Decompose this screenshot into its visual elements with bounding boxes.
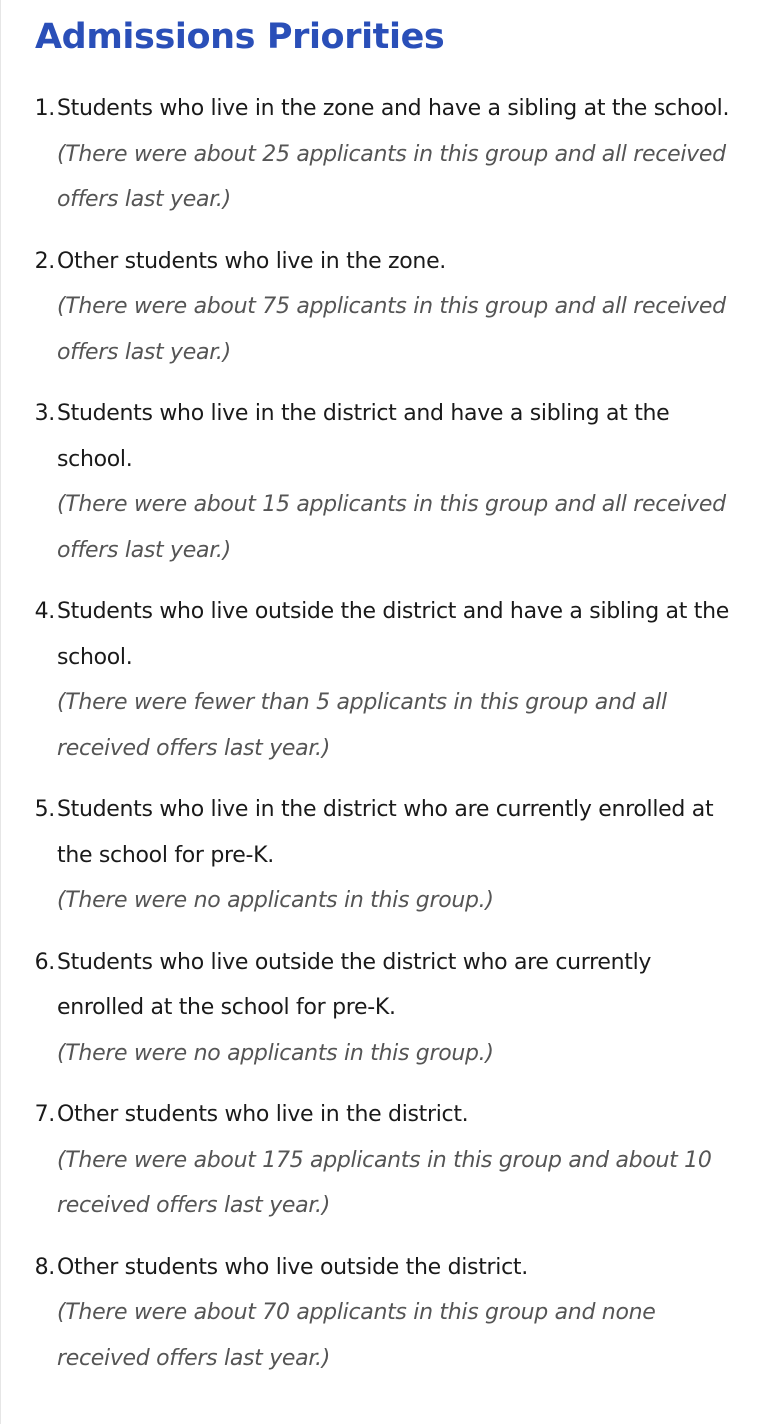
priority-item-3 bbox=[35, 391, 734, 573]
priority-item-5 bbox=[35, 787, 734, 924]
priority-note: (There were no applicants in this group.) bbox=[57, 888, 494, 913]
priority-number: 1. bbox=[34, 96, 55, 121]
priority-number: 8. bbox=[34, 1254, 55, 1280]
admissions-priorities-section bbox=[1, 0, 764, 1381]
priority-number: 2. bbox=[34, 248, 55, 274]
priority-number: 4. bbox=[34, 599, 55, 624]
priority-number: 7. bbox=[34, 1102, 55, 1127]
priority-number: 5. bbox=[34, 797, 55, 822]
section-title: Admissions Priorities bbox=[35, 17, 445, 57]
priority-number: 3. bbox=[34, 401, 55, 426]
priority-note: (There were fewer than 5 applicants in this group and all received offers last year.) bbox=[57, 690, 667, 761]
priority-note: (There were about 25 applicants in this group and all received offers last year.) bbox=[57, 141, 726, 212]
priority-note: (There were about 175 applicants in this group and about 10 received offers last year.) bbox=[57, 1147, 712, 1218]
priority-item-7 bbox=[35, 1092, 734, 1229]
priority-text: Other students who live in the district. bbox=[57, 1102, 469, 1127]
priority-note: (There were no applicants in this group.) bbox=[57, 1040, 494, 1066]
priority-item-8 bbox=[35, 1245, 734, 1382]
priority-note: (There were about 70 applicants in this group and none received offers last year.) bbox=[57, 1300, 656, 1371]
priority-text: Other students who live outside the district. bbox=[57, 1254, 528, 1280]
priority-number: 6. bbox=[34, 949, 55, 975]
priority-item-2 bbox=[35, 239, 734, 376]
priority-text: Students who live in the zone and have a sibling at the school. bbox=[57, 96, 730, 121]
priority-note: (There were about 75 applicants in this group and all received offers last year.) bbox=[57, 294, 726, 365]
priority-text: Students who live in the district who are currently enrolled at the school for pre-K. bbox=[57, 797, 714, 868]
priority-list bbox=[35, 86, 734, 1381]
priority-item-1 bbox=[35, 86, 734, 223]
priority-item-6 bbox=[35, 940, 734, 1077]
priority-text: Students who live outside the district who are currently enrolled at the school for pre-K. bbox=[57, 949, 652, 1020]
priority-item-4 bbox=[35, 589, 734, 771]
priority-text: Students who live outside the district and have a sibling at the school. bbox=[57, 599, 729, 670]
priority-text: Students who live in the district and have a sibling at the school. bbox=[57, 401, 670, 472]
priority-note: (There were about 15 applicants in this group and all received offers last year.) bbox=[57, 492, 726, 563]
priority-text: Other students who live in the zone. bbox=[57, 248, 447, 274]
